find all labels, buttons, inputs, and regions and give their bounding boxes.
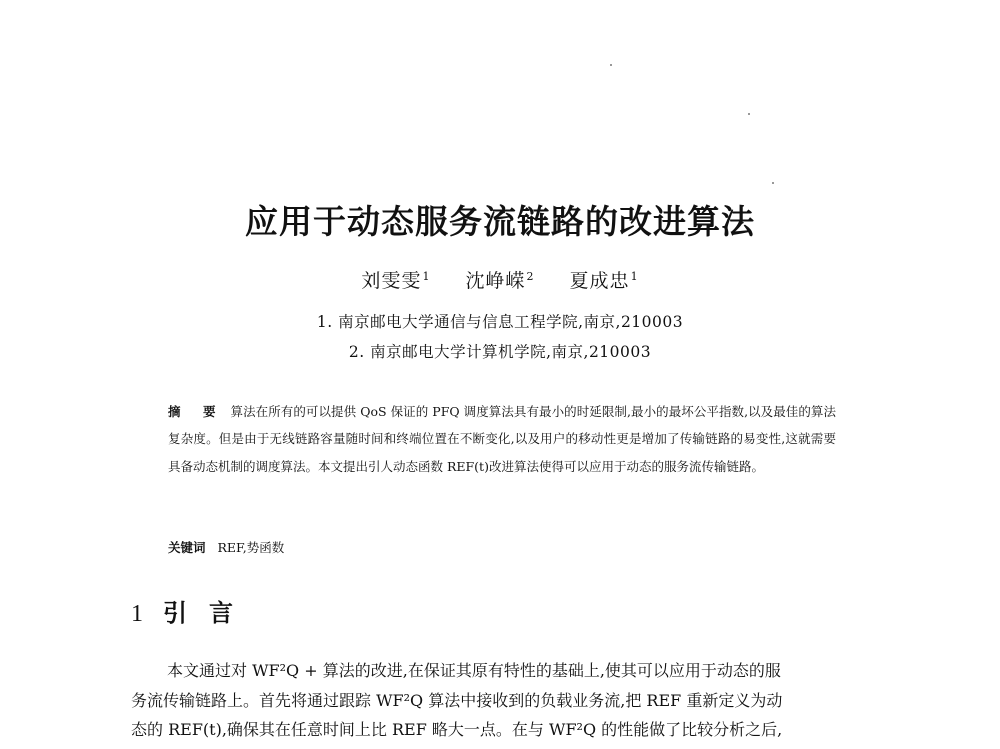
affiliation-mark: 1 [422,269,431,283]
body-line: 态的 REF(t),确保其在任意时间上比 REF 略大一点。在与 WF²Q 的性能做了比较分析之后, [131,720,783,739]
author [465,270,534,292]
author [570,270,639,292]
author-list [0,266,1000,293]
affiliation: 1. 南京邮电大学通信与信息工程学院,南京,210003 [316,313,684,331]
author-name: 刘雯雯 [361,270,422,292]
keywords-label: 关键词 [168,540,206,555]
abstract [168,398,836,480]
keywords [168,538,284,556]
affiliation-mark: 2 [526,269,535,283]
abstract-text: 算法在所有的可以提供 QoS 保证的 PFQ 调度算法具有最小的时延限制,最小的最坏公平指数,以及最佳的算法复杂度。但是由于无线链路容量随时间和终端位置在不断变化,以及用户的移动性更是增加了传输链路的易变性,这就需要具备动态机制的调度算法。本文提出引人动态函数 REF(t)改进算法使得可以应用于动态的服务流传输链路。 [168,404,836,474]
scan-speck [772,182,774,184]
keywords-text: REF,势函数 [217,540,285,555]
affiliation: 2. 南京邮电大学计算机学院,南京,210003 [348,343,652,361]
scan-speck [748,113,750,115]
affiliation-mark: 1 [630,269,639,283]
author-name: 夏成忠 [569,270,630,292]
author [361,270,430,292]
scan-speck [610,64,612,66]
section-number: 1 [131,601,143,627]
abstract-label: 摘 要 [168,404,225,419]
body-line: 本文通过对 WF²Q + 算法的改进,在保证其原有特性的基础上,使其可以应用于动态的服 [167,661,781,680]
author-name: 沈峥嵘 [465,270,526,292]
section-title: 引言 [163,599,255,627]
paper-title: 应用于动态服务流链路的改进算法 [245,202,755,241]
body-paragraph [131,656,869,745]
body-line: 务流传输链路上。首先将通过跟踪 WF²Q 算法中接收到的负载业务流,把 REF 重新定义为动 [131,690,783,710]
section-heading [131,593,255,628]
